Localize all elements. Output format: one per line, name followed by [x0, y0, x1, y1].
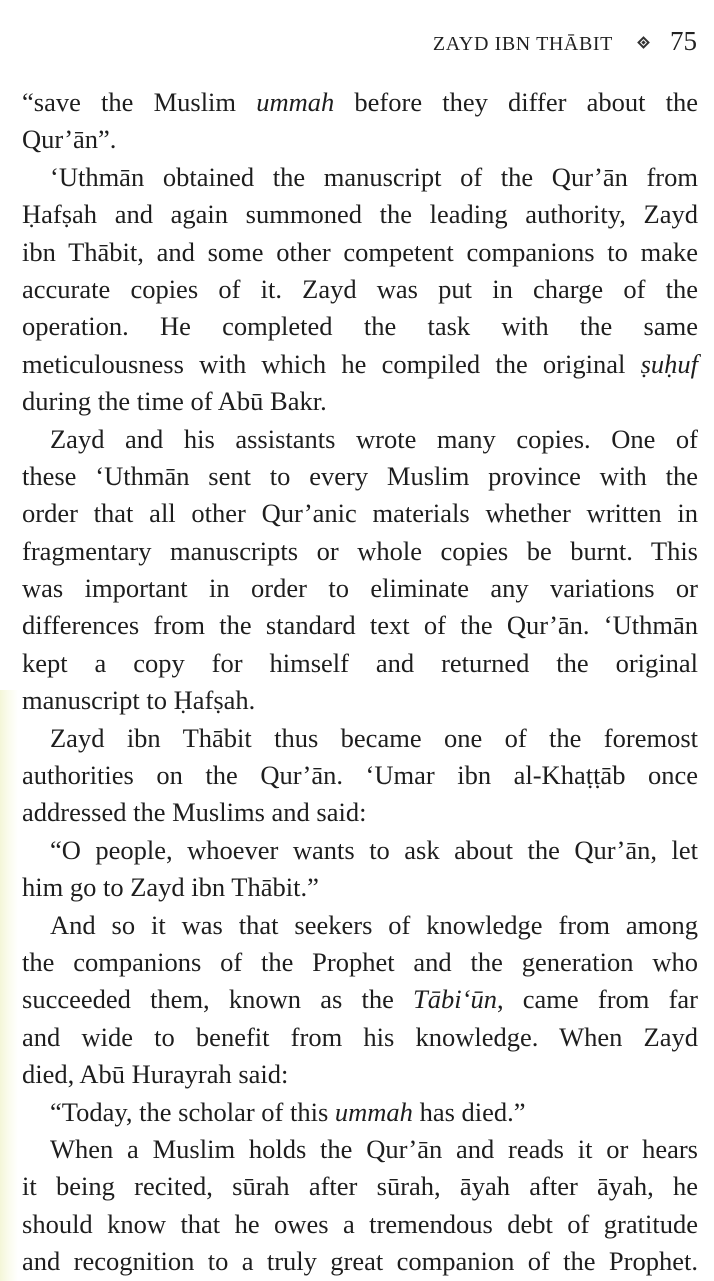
page-number: 75	[670, 26, 697, 56]
text-line	[22, 346, 698, 383]
text-line-content	[22, 234, 698, 271]
text-line-content	[50, 421, 698, 458]
text-line-content	[22, 794, 698, 831]
text-line	[22, 1056, 698, 1093]
text-line-content	[50, 1131, 698, 1168]
text-line	[22, 682, 698, 719]
text-segment: fragmentary manuscripts or whole copies be burnt. This	[22, 535, 698, 566]
text-line	[22, 383, 698, 420]
text-segment: it being recited, sūrah after sūrah, āyah after āyah, he	[22, 1171, 698, 1202]
text-line	[22, 757, 698, 794]
text-line	[22, 159, 698, 196]
text-line-content	[22, 869, 698, 906]
italic-term: ummah	[256, 87, 335, 117]
italic-term: Tābi‘ūn	[413, 984, 497, 1015]
body-text	[22, 84, 698, 1281]
text-segment: and recognition to a truly great companion of the Prophet.	[22, 1246, 698, 1277]
text-segment: should know that he owes a tremendous debt of gratitude	[22, 1208, 698, 1239]
text-segment: and wide to benefit from his knowledge. When Zayd	[22, 1021, 698, 1052]
diamond-ornament-icon	[637, 36, 650, 49]
text-segment: “save the Muslim	[22, 87, 257, 117]
text-line-content	[22, 757, 698, 794]
text-line	[22, 1131, 698, 1168]
text-segment: succeeded them, known as the	[22, 984, 414, 1015]
text-segment: “Today, the scholar of this	[50, 1096, 335, 1127]
text-line-content	[22, 121, 698, 158]
text-segment: during the time of Abū Bakr.	[22, 386, 327, 417]
text-segment: Zayd and his assistants wrote many copies. One of	[50, 423, 698, 454]
text-line-content	[22, 196, 698, 233]
text-line	[22, 907, 698, 944]
text-line-content	[22, 84, 698, 121]
text-segment: differences from the standard text of the Qur’ān. ‘Uthmān	[22, 610, 698, 641]
text-segment: , came from far	[496, 984, 698, 1015]
text-segment: When a Muslim holds the Qur’ān and reads it or hears	[50, 1133, 698, 1164]
text-segment: meticulousness with which he compiled the original	[22, 348, 641, 379]
text-line	[22, 308, 698, 345]
text-segment: ibn Thābit, and some other competent companions to make	[22, 236, 698, 267]
text-line	[22, 720, 698, 757]
text-segment: has died.”	[412, 1096, 526, 1127]
text-line	[22, 458, 698, 495]
text-line	[22, 271, 698, 308]
text-segment: operation. He completed the task with the same	[22, 311, 698, 342]
text-segment: “O people, whoever wants to ask about the Qur’ān, let	[50, 834, 698, 865]
text-line	[22, 570, 698, 607]
text-segment: Qur’ān”.	[22, 124, 117, 155]
text-line	[22, 234, 698, 271]
text-line-content	[22, 271, 698, 308]
text-line	[22, 944, 698, 981]
italic-term: ṣuḥuf	[640, 348, 698, 379]
text-line-content	[22, 308, 698, 345]
text-line-content	[50, 159, 698, 196]
text-segment: the companions of the Prophet and the generation who	[22, 946, 698, 977]
text-segment: And so it was that seekers of knowledge from among	[50, 909, 698, 940]
text-line-content	[22, 383, 698, 420]
text-line	[22, 1019, 698, 1056]
text-segment: before they differ about the	[334, 87, 699, 117]
text-segment: order that all other Qur’anic materials whether written in	[22, 498, 698, 529]
text-line	[22, 495, 698, 532]
text-segment: addressed the Muslims and said:	[22, 797, 367, 828]
text-line-content	[50, 832, 698, 869]
running-head	[433, 26, 697, 57]
text-segment: kept a copy for himself and returned the original	[22, 647, 698, 678]
text-line	[22, 607, 698, 644]
running-head-title: ZAYD IBN THĀBIT	[432, 33, 613, 55]
text-line	[22, 196, 698, 233]
text-line	[22, 832, 698, 869]
text-line	[22, 869, 698, 906]
text-segment: died, Abū Hurayrah said:	[22, 1059, 289, 1090]
italic-term: ummah	[334, 1096, 413, 1127]
text-line-content	[22, 1168, 698, 1205]
text-line	[22, 1243, 698, 1280]
text-segment: Zayd ibn Thābit thus became one of the foremost	[50, 722, 698, 753]
text-segment: was important in order to eliminate any variations or	[22, 573, 698, 604]
text-line-content	[22, 1206, 698, 1243]
text-segment: authorities on the Qur’ān. ‘Umar ibn al-Khaṭṭāb once	[22, 760, 698, 791]
text-line	[22, 645, 698, 682]
text-line-content	[22, 944, 698, 981]
text-line-content	[50, 907, 698, 944]
text-line-content	[22, 607, 698, 644]
text-line-content	[22, 458, 698, 495]
text-line	[22, 84, 698, 121]
text-line	[22, 533, 698, 570]
text-line-content	[22, 981, 698, 1018]
text-segment: him go to Zayd ibn Thābit.”	[22, 872, 319, 903]
text-line	[22, 794, 698, 831]
text-line-content	[50, 1094, 698, 1131]
text-segment: these ‘Uthmān sent to every Muslim province with the	[22, 460, 698, 491]
text-line	[22, 981, 698, 1018]
text-line	[22, 1094, 698, 1131]
text-line-content	[22, 1056, 698, 1093]
text-line-content	[22, 682, 698, 719]
text-line-content	[22, 346, 698, 383]
text-line	[22, 421, 698, 458]
text-segment: manuscript to Ḥafṣah.	[22, 685, 256, 716]
text-line-content	[22, 570, 698, 607]
text-line-content	[50, 720, 698, 757]
text-line	[22, 1206, 698, 1243]
text-segment: Ḥafṣah and again summoned the leading authority, Zayd	[22, 199, 698, 230]
text-line-content	[22, 1243, 698, 1280]
text-line-content	[22, 533, 698, 570]
text-line-content	[22, 495, 698, 532]
text-segment: ‘Uthmān obtained the manuscript of the Qur’ān from	[50, 161, 698, 192]
text-line-content	[22, 645, 698, 682]
text-segment: accurate copies of it. Zayd was put in charge of the	[22, 273, 698, 304]
text-line	[22, 121, 698, 158]
text-line	[22, 1168, 698, 1205]
text-line-content	[22, 1019, 698, 1056]
